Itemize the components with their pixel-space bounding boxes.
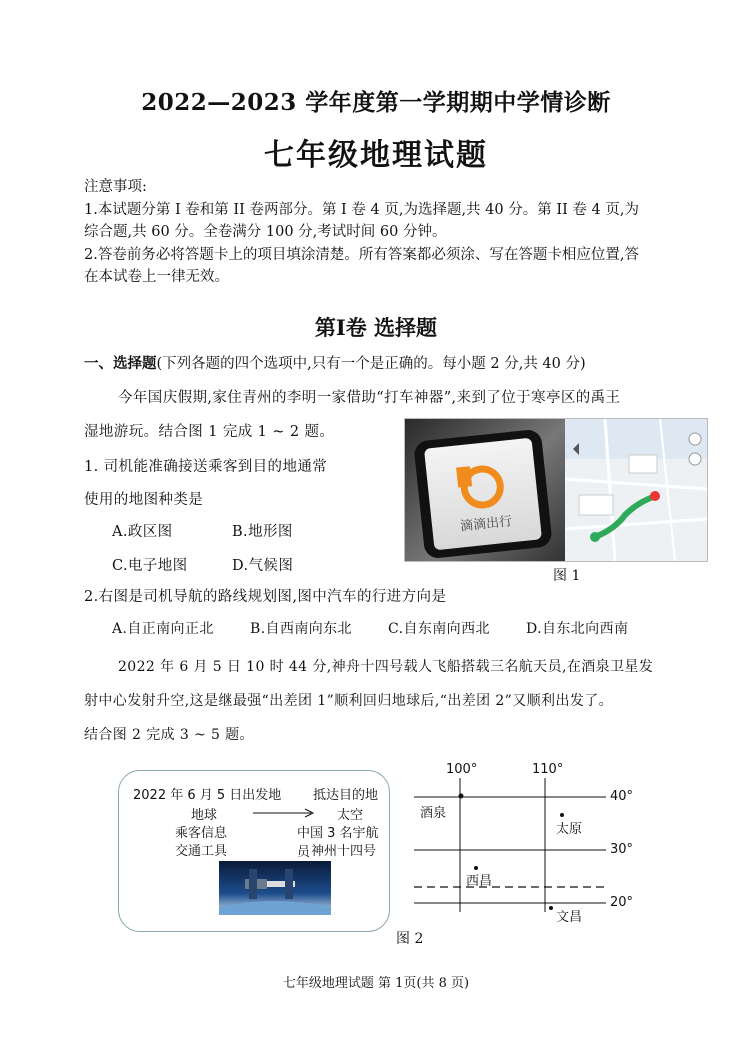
part-label: 一、选择题 (84, 355, 157, 372)
exam-subtitle: 七年级地理试题 (264, 138, 488, 173)
info-col1-head: 2022 年 6 月 5 日出发地 (133, 788, 282, 803)
q1-option-b: B.地形图 (232, 524, 293, 540)
info-row1-right: 太空 (337, 808, 364, 823)
figure2-caption: 图 2 (396, 931, 424, 947)
q1-stem-line1: 1. 司机能准确接送乘客到目的地通常 (84, 459, 328, 475)
figure1-image (404, 418, 708, 562)
q2-option-c: C.自东南向西北 (388, 621, 490, 637)
arrow-right-icon (251, 807, 317, 819)
q2-option-a: A.自正南向正北 (112, 621, 214, 637)
q2-stem: 2.右图是司机导航的路线规划图,图中汽车的行进方向是 (84, 589, 447, 605)
phone-photo (405, 419, 565, 561)
phone-device (413, 429, 553, 560)
page-footer: 七年级地理试题 第 1页(共 8 页) (282, 976, 470, 991)
passage2-line3: 结合图 2 完成 3 ~ 5 题。 (84, 727, 254, 743)
notice-item2-line1: 2.答卷前务必将答题卡上的项目填涂清楚。所有答案都必须涂、写在答题卡相应位置,答 (84, 247, 639, 263)
wenchang-point (549, 906, 553, 910)
space-station-image (219, 861, 331, 915)
info-col2-head: 抵达目的地 (313, 788, 379, 803)
exam-title: 2022—2023 学年度第一学期期中学情诊断 (141, 89, 611, 116)
lat-lon-grid (410, 760, 640, 920)
notice-item1-line2: 综合题,共 60 分。全卷满分 100 分,考试时间 60 分钟。 (84, 224, 447, 240)
lat-40-label: 40° (610, 789, 634, 804)
lon-100-label: 100° (446, 762, 478, 777)
app-name: 滴滴出行 (459, 514, 513, 535)
section-title: 第Ⅰ卷 选择题 (314, 315, 438, 340)
jiuquan-point (459, 794, 464, 799)
notice-item1-line1: 1.本试题分第 I 卷和第 II 卷两部分。第 I 卷 4 页,为选择题,共 40 分。第 II 卷 4 页,为 (84, 202, 639, 218)
q1-option-d: D.气候图 (232, 558, 294, 574)
passage1-line2: 湿地游玩。结合图 1 完成 1 ~ 2 题。 (84, 424, 335, 440)
passage2-line2: 射中心发射升空,这是继最强“出差团 1”顺利回归地球后,“出差团 2”又顺利出发了。 (84, 693, 614, 709)
q2-option-d: D.自东北向西南 (526, 621, 629, 637)
taiyuan-point (560, 813, 564, 817)
lat-30-label: 30° (610, 842, 634, 857)
q1-option-a: A.政区图 (112, 524, 173, 540)
place-taiyuan: 太原 (556, 822, 583, 837)
q1-stem-line2: 使用的地图种类是 (84, 492, 204, 508)
part-heading (84, 352, 586, 376)
place-wenchang: 文昌 (556, 910, 583, 925)
q1-option-c: C.电子地图 (112, 558, 188, 574)
place-jiuquan: 酒泉 (420, 806, 447, 821)
figure1-caption: 图 1 (553, 568, 581, 584)
info-row1-left: 地球 (191, 808, 218, 823)
info-row3-right: 神州十四号 (311, 844, 377, 859)
navigation-map (565, 419, 707, 561)
passage1-line1: 今年国庆假期,家住青州的李明一家借助“打车神器”,来到了位于寒亭区的禹王 (118, 390, 621, 406)
passage2-line1: 2022 年 6 月 5 日 10 时 44 分,神舟十四号载人飞船搭载三名航天员,在酒泉卫星发 (118, 659, 654, 675)
part-note: (下列各题的四个选项中,只有一个是正确的。每小题 2 分,共 40 分) (156, 356, 586, 372)
figure2-info-box (118, 770, 390, 932)
q2-option-b: B.自西南向东北 (250, 621, 352, 637)
phone-screen (424, 438, 542, 551)
route-map-graphic (565, 419, 707, 561)
lon-110-label: 110° (532, 762, 564, 777)
info-row2-left: 乘客信息 (175, 826, 228, 841)
place-xichang: 西昌 (466, 874, 493, 889)
notice-heading: 注意事项: (84, 179, 147, 195)
notice-item2-line2: 在本试卷上一律无效。 (84, 269, 229, 285)
info-row3-left: 交通工具 (175, 844, 228, 859)
lat-20-label: 20° (610, 895, 634, 910)
info-row2-right: 中国 3 名宇航员 (297, 826, 379, 860)
